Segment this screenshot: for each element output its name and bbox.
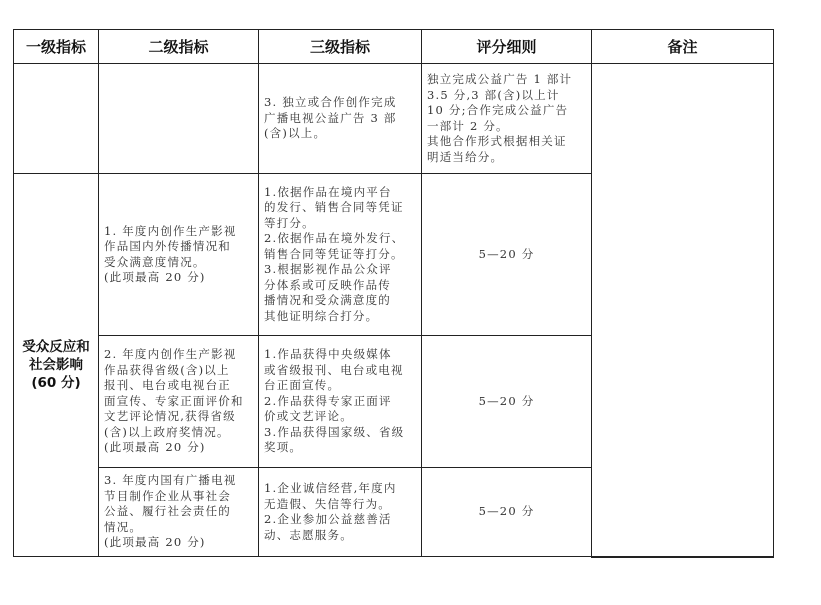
text-line: 分体系或可反映作品传 [264, 277, 391, 292]
level3-cell [259, 174, 422, 336]
level2-cell [99, 336, 259, 468]
level3-cell [259, 64, 422, 174]
text-line: 公益、履行社会责任的 [104, 504, 231, 519]
text-line: 节目制作企业从事社会 [104, 488, 231, 503]
level3-cell [259, 468, 422, 557]
level2-cell [99, 174, 259, 336]
text-line: 1.企业诚信经营,年度内 [264, 481, 397, 495]
text-line: 广播电视公益广告 3 部 [264, 110, 397, 125]
text-line: 奖项。 [264, 440, 303, 455]
remark-cell [592, 64, 774, 557]
text-line: 作品获得省级(含)以上 [104, 362, 230, 377]
text-line: (60 分) [31, 375, 81, 391]
text-line: 受众反应和 [22, 339, 90, 355]
text-line: 一部计 2 分。 [427, 118, 509, 133]
text-line: 其他证明综合打分。 [264, 308, 379, 323]
header-criteria: 评分细则 [422, 30, 592, 64]
text-line: 台正面宣传。 [264, 378, 341, 393]
header-level3: 三级指标 [259, 30, 422, 64]
header-remark: 备注 [592, 30, 774, 64]
scoring-table [13, 29, 774, 558]
text-line: 社会影响 [29, 357, 83, 373]
text-line: 面宣传、专家正面评价和 [104, 393, 244, 408]
text-line: 明适当给分。 [427, 149, 504, 164]
text-line: 2.依据作品在境外发行、 [264, 231, 405, 246]
text-line: 的发行、销售合同等凭证 [264, 200, 404, 215]
text-line: 其他合作形式根据相关证 [427, 134, 567, 148]
text-line: 动、志愿服务。 [264, 527, 353, 542]
level3-cell [259, 336, 422, 468]
text-line: (此项最高 20 分) [104, 535, 206, 550]
text-line: 文艺评论情况,获得省级 [104, 409, 236, 424]
text-line: (含)以上。 [264, 126, 327, 141]
text-line: 播情况和受众满意度的 [264, 293, 391, 308]
text-line: (含)以上政府奖情况。 [104, 424, 230, 439]
header-level1: 一级指标 [14, 30, 99, 64]
criteria-cell: 5—20 分 [422, 174, 592, 336]
text-line: 销售合同等凭证等打分。 [264, 246, 404, 261]
text-line: 3.5 分,3 部(含)以上计 [427, 87, 560, 102]
text-line: 2.企业参加公益慈善活 [264, 512, 392, 526]
text-line: 无造假、失信等行为。 [264, 496, 391, 511]
text-line: 1. 年度内创作生产影视 [104, 223, 237, 238]
text-line: 1.依据作品在境内平台 [264, 184, 392, 199]
text-line: 独立完成公益广告 1 部计 [427, 72, 573, 86]
text-line: 2. 年度内创作生产影视 [104, 347, 237, 362]
text-line: 3. 独立或合作创作完成 [264, 95, 397, 110]
text-line: 2.作品获得专家正面评 [264, 393, 392, 408]
text-line: 3.根据影视作品公众评 [264, 262, 392, 277]
text-line: 10 分;合作完成公益广告 [427, 103, 569, 117]
text-line: 受众满意度情况。 [104, 254, 206, 269]
criteria-cell: 5—20 分 [422, 468, 592, 557]
level1-cell [14, 174, 99, 557]
criteria-cell [422, 64, 592, 174]
table-row [14, 64, 774, 174]
text-line: (此项最高 20 分) [104, 440, 206, 455]
text-line: 3. 年度内国有广播电视 [104, 473, 237, 488]
text-line: 情况。 [104, 519, 143, 534]
text-line: 1.作品获得中央级媒体 [264, 347, 392, 362]
level1-cell-empty [14, 64, 99, 174]
text-line: 等打分。 [264, 215, 315, 230]
text-line: 作品国内外传播情况和 [104, 239, 231, 253]
text-line: 报刊、电台或电视台正 [104, 378, 231, 393]
level2-cell-empty [99, 64, 259, 174]
level2-cell [99, 468, 259, 557]
text-line: 或省级报刊、电台或电视 [264, 362, 404, 377]
text-line: 3.作品获得国家级、省级 [264, 424, 405, 439]
header-row [14, 30, 774, 64]
header-level2: 二级指标 [99, 30, 259, 64]
text-line: 价或文艺评论。 [264, 409, 353, 424]
text-line: (此项最高 20 分) [104, 270, 206, 284]
criteria-cell: 5—20 分 [422, 336, 592, 468]
